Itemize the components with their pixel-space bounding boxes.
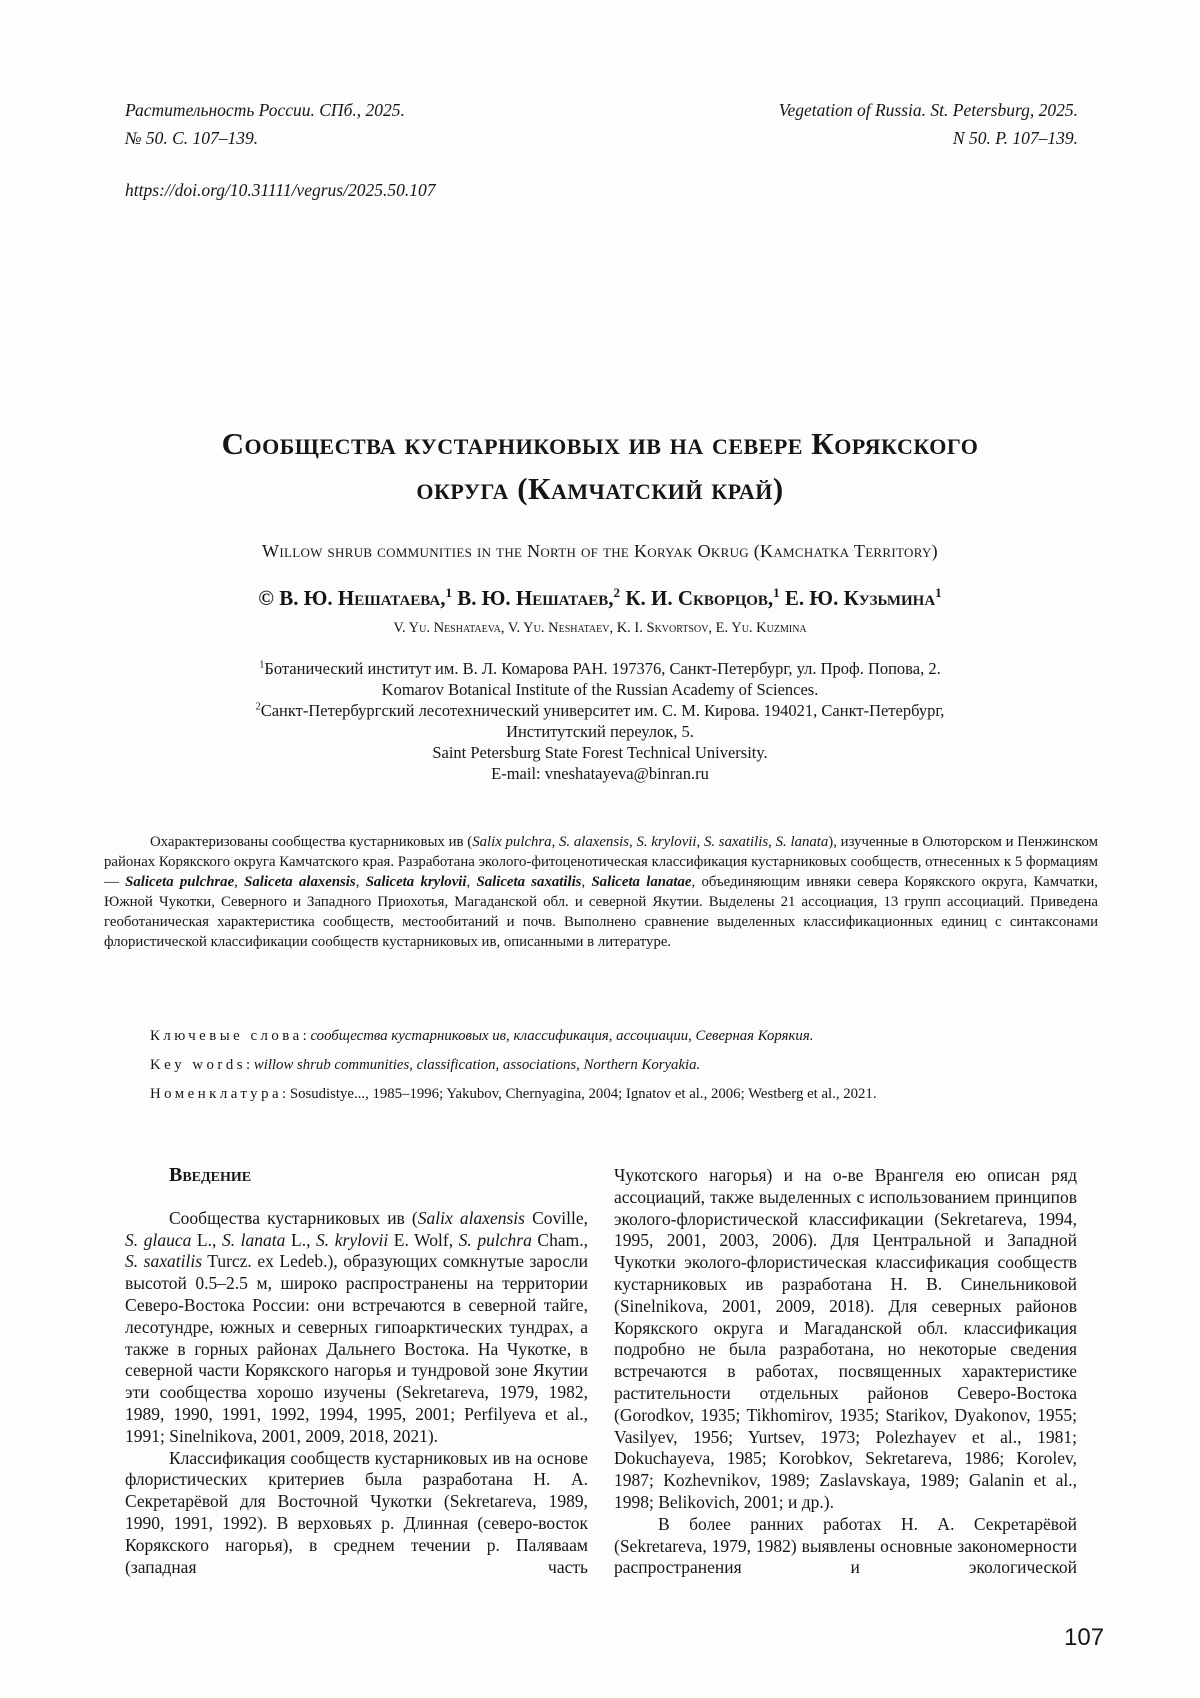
journal-issue-en: N 50. P. 107–139. bbox=[952, 128, 1078, 148]
intro-paragraph-2: Классификация сообществ кустарниковых ив на основе флористических критериев была разработана Н. А. Секретарёвой для Восточной Чукотки (Sekretareva, 1989, 1990, 1991, 1992). В верховьях р. Длинная (северо-восток Корякского нагорья), в среднем течении р. Паляваам (западная часть bbox=[125, 1447, 588, 1577]
affiliation-line-2: Komarov Botanical Institute of the Russian Academy of Sciences. bbox=[381, 680, 819, 699]
intro-paragraph-3: В более ранних работах Н. А. Секретарёвой (Sekretareva, 1979, 1982) выявлены основные закономерности распространения и экологической bbox=[614, 1513, 1077, 1578]
authors-en: V. Yu. Neshataeva, V. Yu. Neshataev, K. I. Skvortsov, E. Yu. Kuzmina bbox=[393, 620, 807, 636]
intro-paragraph-1: Сообщества кустарниковых ив (Salix alaxensis Coville, S. glauca L., S. lanata L., S. krylovii E. Wolf, S. pulchra Cham., S. saxatilis Turcz. ex Ledeb.), образующих сомкнутые заросли высотой 0.5–2.5 м, широко распространены на территории Северо-Востока России: они встречаются в северной тайге, лесотундре, южных и северных гипоарктических тундрах, а также в горных районах Дальнего Востока. На Чукотке, в северной части Корякского нагорья и тундровой зоне Якутии эти сообщества хорошо изучены (Sekretareva, 1979, 1982, 1989, 1990, 1991, 1992, 1994, 1995, 2001; Perfilyeva et al., 1991; Sinelnikova, 2001, 2009, 2018, 2021). bbox=[125, 1207, 588, 1446]
article-title-ru bbox=[60, 421, 1140, 511]
intro-left-column bbox=[125, 1165, 588, 1579]
email-label: E-mail: bbox=[491, 764, 545, 783]
article-title-ru-line2: округа (Камчатский край) bbox=[416, 471, 784, 506]
keywords-en: Key words: willow shrub communities, classification, associations, Northern Koryakia. bbox=[150, 1057, 701, 1073]
affiliation-line-1: $^1$Ботанический институт им. В. Л. Комарова РАН. 197376, Санкт-Петербург, ул. Проф. Попова, 2. bbox=[259, 659, 941, 678]
journal-header-ru bbox=[125, 96, 405, 152]
affiliation-email-line bbox=[100, 763, 1100, 784]
abstract-text: Охарактеризованы сообщества кустарниковых ив (Salix pulchra, S. alaxensis, S. krylovii, S. saxatilis, S. lanata), изученные в Олюторском и Пенжинском районах Корякского округа Камчатского края. Разработана эколого-фитоценотическая классификация кустарниковых сообществ, отнесенных к 5 формациям — Saliceta pulchrae, Saliceta alaxensis, Saliceta krylovii, Saliceta saxatilis, Saliceta lanatae, объединяющим ивняки севера Корякского округа, Камчатки, Южной Чукотки, Северного и Западного Приохотья, Магаданской обл. и северной Якутии. Выделены 21 ассоциация, 13 групп ассоциаций. Приведена геоботаническая характеристика сообществ, местообитаний и почв. Выполнено сравнение выделенных классификационных единиц с синтаксонами флористической классификации сообществ кустарниковых ив, описанными в литературе. bbox=[104, 834, 1099, 950]
intro-right-column bbox=[614, 1165, 1077, 1579]
body-columns bbox=[125, 1165, 1077, 1579]
journal-issue-ru: № 50. С. 107–139. bbox=[125, 128, 259, 148]
journal-name-ru: Растительность России. СПб., 2025. bbox=[125, 100, 405, 120]
article-title-en: Willow shrub communities in the North of the Koryak Okrug (Kamchatka Territory) bbox=[262, 541, 938, 561]
journal-name-en: Vegetation of Russia. St. Petersburg, 2025. bbox=[778, 100, 1078, 120]
keywords-ru: Ключевые слова: сообщества кустарниковых ив, классификация, ассоциации, Северная Корякия. bbox=[150, 1028, 814, 1044]
section-heading-introduction: Введение bbox=[169, 1164, 252, 1186]
article-title-ru-line1: Сообщества кустарниковых ив на севере Корякского bbox=[221, 426, 979, 461]
keywords-block bbox=[104, 1026, 1098, 1113]
intro-paragraph-2-continued: Чукотского нагорья) и на о-ве Врангеля ею описан ряд ассоциаций, также выделенных с использованием принципов эколого-флористической классификации (Sekretareva, 1994, 1995, 2001, 2003, 2006). Для Центральной и Западной Чукотки эколого-флористическая классификация сообществ кустарниковых ив разработана Н. В. Синельниковой (Sinelnikova, 2001, 2009, 2018). Для северных районов Корякского округа и Магаданской обл. классификация подробно не была разработана, но некоторые сведения встречаются в работах, посвященных характеристике растительности отдельных районов Северо-Востока (Gorodkov, 1935; Tikhomirov, 1935; Starikov, Dyakonov, 1955; Vasilyev, 1956; Yurtsev, 1973; Polezhayev et al., 1981; Dokuchayeva, 1985; Korobkov, Sekretareva, 1986; Korolev, 1987; Kozhevnikov, 1989; Zaslavskaya, 1989; Galanin et al., 1998; Belikovich, 2001; и др.). bbox=[614, 1165, 1077, 1512]
authors-ru: © В. Ю. Нешатаева,$^1$ В. Ю. Нешатаев,$^2$ К. И. Скворцов,$^1$ Е. Ю. Кузьмина$^1$ bbox=[258, 585, 942, 610]
doi-link[interactable]: https://doi.org/10.31111/vegrus/2025.50.107 bbox=[125, 180, 436, 200]
journal-header bbox=[125, 96, 1078, 152]
page-number: 107 bbox=[1064, 1624, 1105, 1651]
affiliation-line-4: Институтский переулок, 5. bbox=[506, 722, 694, 741]
journal-header-en bbox=[779, 96, 1078, 152]
affiliations bbox=[100, 658, 1100, 784]
affiliation-line-5: Saint Petersburg State Forest Technical University. bbox=[432, 743, 768, 762]
nomenclature: Номенклатура: Sosudistye..., 1985–1996; Yakubov, Chernyagina, 2004; Ignatov et al., 2006; Westberg et al., 2021. bbox=[150, 1086, 877, 1102]
affiliation-line-3: $^2$Санкт-Петербургский лесотехнический университет им. С. М. Кирова. 194021, Санкт-Петербург, bbox=[255, 701, 945, 720]
email-link[interactable]: vneshatayeva@binran.ru bbox=[544, 764, 709, 783]
